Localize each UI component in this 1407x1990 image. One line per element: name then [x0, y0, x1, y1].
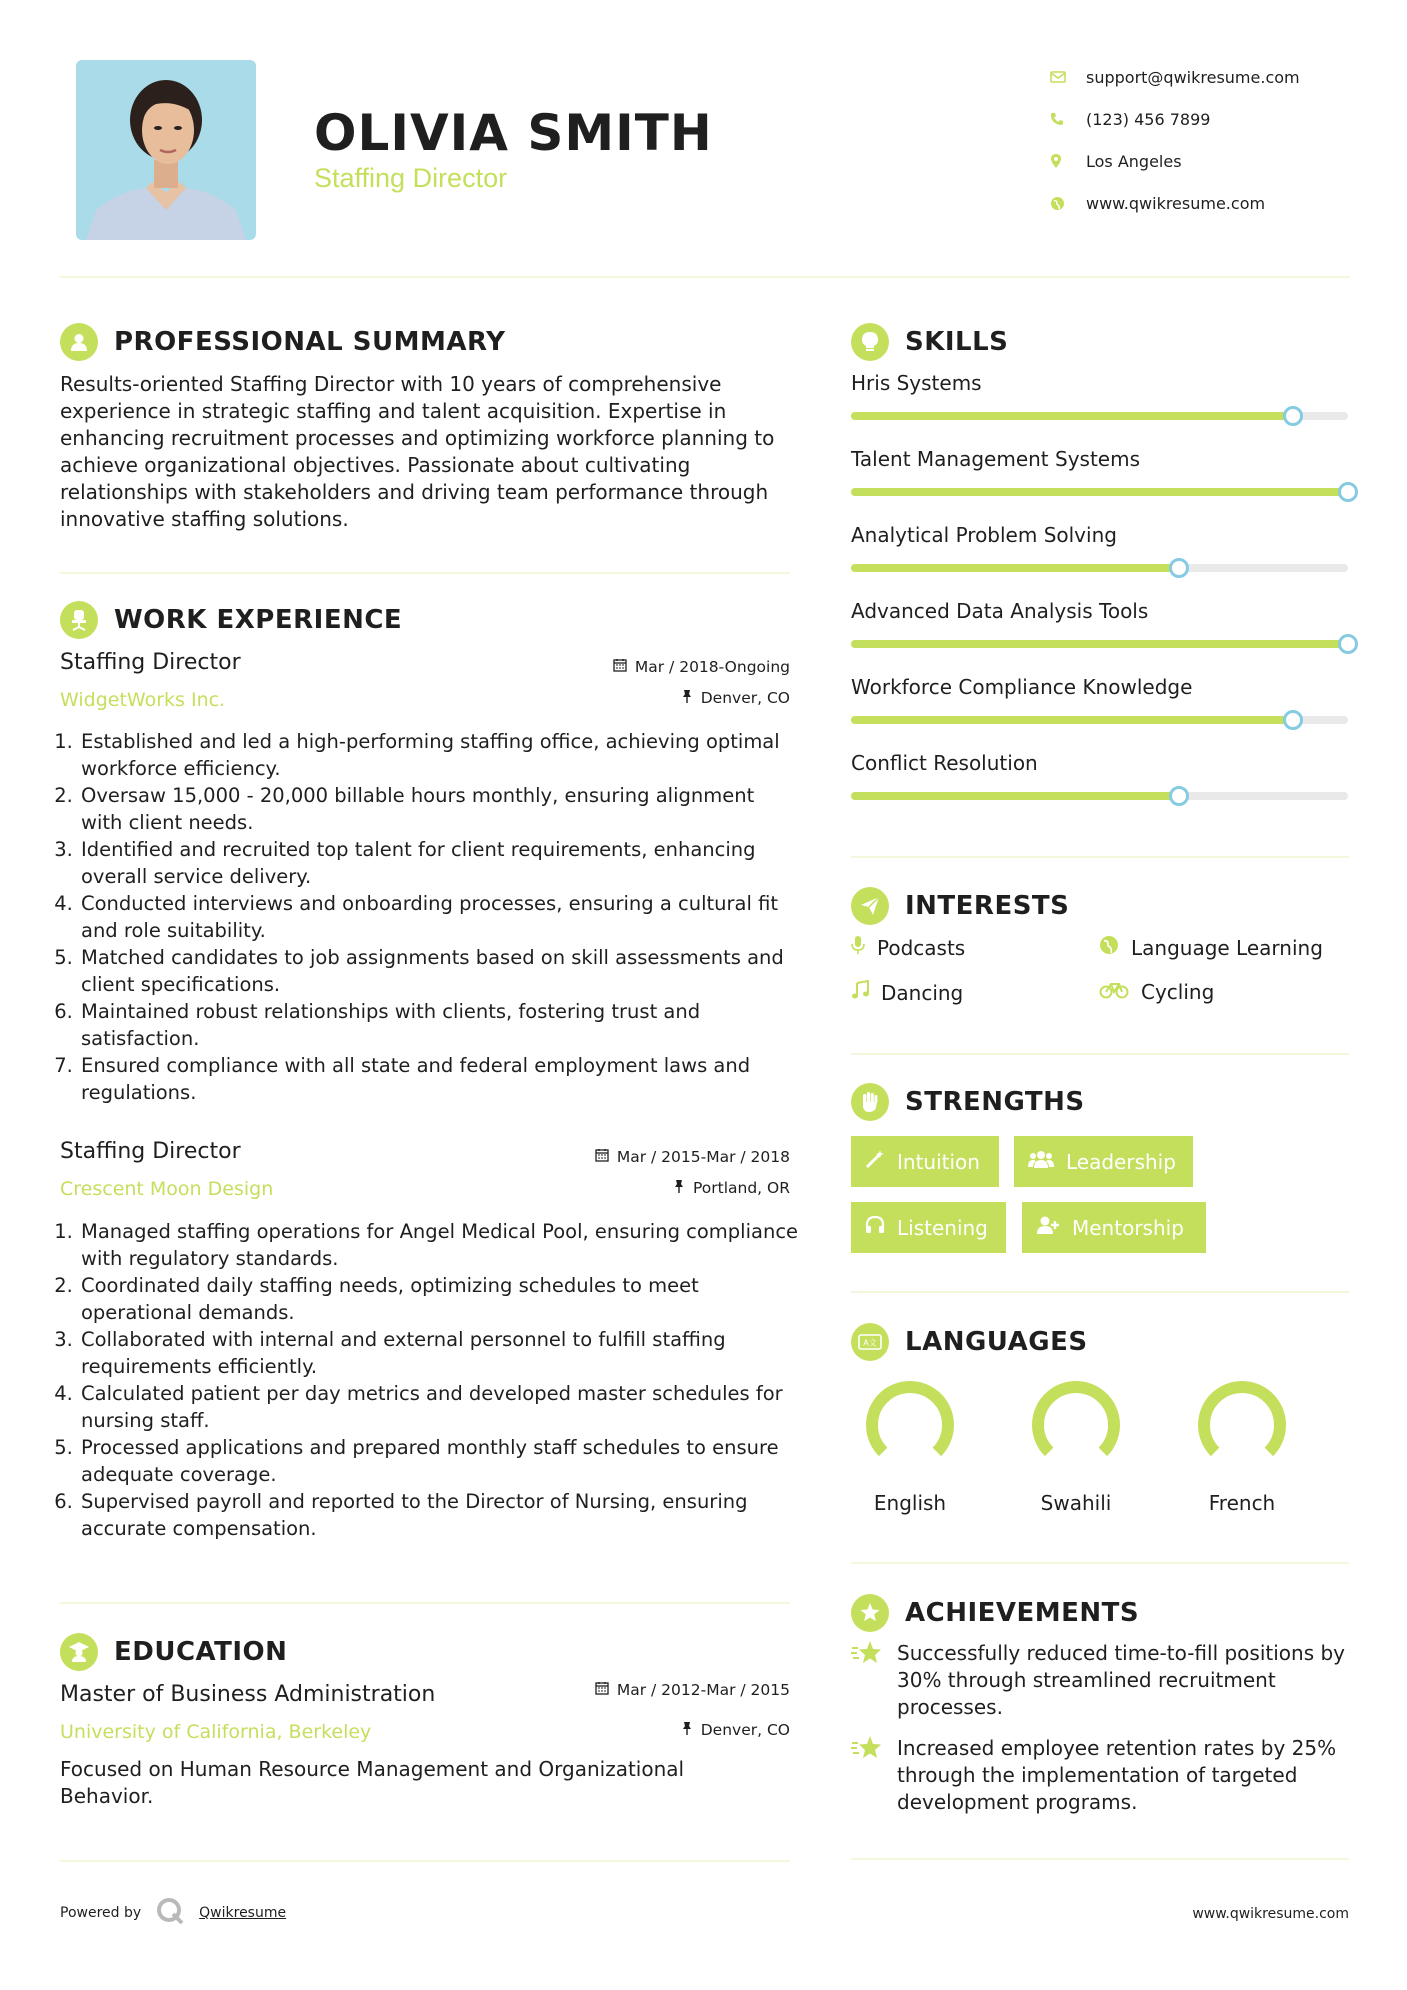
- skill-bar: [851, 792, 1348, 800]
- microphone-icon: [851, 935, 865, 960]
- skill-bar-fill: [851, 564, 1179, 572]
- job-2-title: Staffing Director: [60, 1139, 241, 1164]
- strength-pill: [1014, 1136, 1193, 1187]
- skill-item: [851, 447, 1349, 496]
- list-item: 7. Ensured compliance with all state and federal employment laws and regulations.: [79, 1052, 800, 1106]
- skill-bar-knob: [1283, 710, 1303, 730]
- education-degree: Master of Business Administration: [60, 1682, 436, 1707]
- envelope-icon: [1050, 71, 1086, 83]
- calendar-icon: [613, 658, 627, 676]
- summary-heading: [60, 323, 505, 361]
- job-2-date-text: Mar / 2015-Mar / 2018: [616, 1148, 790, 1166]
- language-ring: [1182, 1375, 1302, 1475]
- contact-email-text: support@qwikresume.com: [1086, 67, 1300, 87]
- user-plus-icon: [1036, 1215, 1060, 1240]
- strength-pill: [851, 1202, 1006, 1253]
- strength-label: Intuition: [897, 1149, 980, 1174]
- skill-bar-fill: [851, 488, 1348, 496]
- language-label: English: [873, 1491, 947, 1515]
- language-ring-arc: [1204, 1387, 1280, 1452]
- skill-bar-knob: [1338, 482, 1358, 502]
- svg-text:A文: A文: [863, 1338, 877, 1348]
- job-2-date: [595, 1148, 790, 1166]
- achievements-divider: [851, 1858, 1349, 1860]
- list-item: 4. Calculated patient per day metrics and developed master schedules for nursing staff.: [79, 1380, 800, 1434]
- skill-bar-knob: [1169, 558, 1189, 578]
- magic-wand-icon: [865, 1149, 885, 1174]
- paper-plane-icon: [851, 887, 889, 925]
- job-2-bullets: [60, 1218, 800, 1542]
- interest-label: Language Learning: [1131, 935, 1323, 960]
- skills-heading: [851, 323, 1008, 361]
- group-icon: [1028, 1149, 1054, 1174]
- summary-title: PROFESSIONAL SUMMARY: [114, 327, 506, 357]
- list-item: 5. Processed applications and prepared monthly staff schedules to ensure adequate coverage.: [79, 1434, 800, 1488]
- trophy-star-icon: [851, 1594, 889, 1632]
- job-2-location-text: Portland, OR: [692, 1179, 790, 1197]
- office-chair-icon: [60, 601, 98, 639]
- contact-website-text: www.qwikresume.com: [1086, 193, 1266, 213]
- contact-phone[interactable]: [1050, 98, 1370, 140]
- languages-title: LANGUAGES: [905, 1327, 1088, 1357]
- list-item: 3. Identified and recruited top talent for client requirements, enhancing overall service delivery.: [79, 836, 800, 890]
- skill-bar: [851, 412, 1348, 420]
- lightbulb-icon: [851, 323, 889, 361]
- job-1-date: [613, 658, 790, 676]
- pushpin-icon: [681, 1721, 693, 1739]
- interest-label: Cycling: [1141, 980, 1215, 1004]
- education-title: EDUCATION: [114, 1637, 288, 1667]
- strength-label: Listening: [897, 1215, 988, 1240]
- user-icon: [60, 323, 98, 361]
- education-description: Focused on Human Resource Management and Organizational Behavior.: [60, 1757, 685, 1808]
- header-divider: [60, 276, 1350, 278]
- job-1-location-text: Denver, CO: [700, 689, 790, 707]
- star-icon: [851, 1640, 883, 1721]
- headphones-icon: [865, 1215, 885, 1240]
- skill-bar-fill: [851, 716, 1293, 724]
- language-ring: [850, 1375, 970, 1475]
- skill-bar-knob: [1169, 786, 1189, 806]
- skill-item: [851, 751, 1349, 800]
- strengths-title: STRENGTHS: [905, 1087, 1085, 1117]
- interest-label: Dancing: [881, 980, 964, 1005]
- interests-divider: [851, 1053, 1349, 1055]
- job-1-location: [681, 689, 790, 707]
- skill-bar: [851, 564, 1348, 572]
- pushpin-icon: [673, 1179, 685, 1197]
- job-2-location: [673, 1179, 790, 1197]
- star-icon: [851, 1735, 883, 1816]
- interest-item: [851, 980, 963, 1005]
- qwikresume-link[interactable]: Qwikresume: [199, 1905, 287, 1921]
- skill-item: [851, 599, 1349, 648]
- job-1-date-text: Mar / 2018-Ongoing: [634, 658, 790, 676]
- education-heading: [60, 1633, 287, 1671]
- language-item: [850, 1375, 970, 1515]
- skill-item: [851, 371, 1349, 420]
- strength-pill: [1022, 1202, 1206, 1253]
- contact-location-text: Los Angeles: [1086, 151, 1182, 171]
- skills-title: SKILLS: [905, 327, 1009, 357]
- candidate-role: Staffing Director: [314, 163, 508, 193]
- achievement-item: [851, 1735, 1351, 1816]
- language-ring-arc: [1038, 1387, 1114, 1452]
- strength-label: Leadership: [1066, 1149, 1176, 1174]
- contact-email[interactable]: [1050, 56, 1370, 98]
- list-item: 1. Established and led a high-performing staffing office, achieving optimal workforce efficiency.: [79, 728, 800, 782]
- qwikresume-logo-icon: [155, 1896, 185, 1930]
- skill-label: Advanced Data Analysis Tools: [851, 599, 1149, 623]
- music-note-icon: [851, 980, 869, 1005]
- job-2-company: Crescent Moon Design: [60, 1178, 274, 1200]
- profile-photo: [76, 60, 256, 240]
- job-1-title: Staffing Director: [60, 650, 241, 675]
- globe-icon: [1050, 196, 1086, 211]
- skill-item: [851, 523, 1349, 572]
- interest-item: [1099, 935, 1323, 960]
- graduate-icon: [60, 1633, 98, 1671]
- language-ring: [1016, 1375, 1136, 1475]
- calendar-icon: [595, 1148, 609, 1166]
- language-icon: [851, 1323, 889, 1361]
- achievement-text: Successfully reduced time-to-fill positions by 30% through streamlined recruitment processes.: [897, 1641, 1346, 1719]
- contact-website[interactable]: [1050, 182, 1370, 224]
- languages-heading: [851, 1323, 1088, 1361]
- interest-item: [851, 935, 965, 960]
- education-date: [595, 1681, 790, 1699]
- skill-bar-fill: [851, 640, 1348, 648]
- skill-bar: [851, 640, 1348, 648]
- summary-divider: [60, 572, 790, 574]
- achievement-item: [851, 1640, 1351, 1721]
- skill-label: Analytical Problem Solving: [851, 523, 1117, 547]
- contact-location: [1050, 140, 1370, 182]
- language-item: [1182, 1375, 1302, 1515]
- skill-bar-fill: [851, 412, 1293, 420]
- skill-bar: [851, 716, 1348, 724]
- education-location: [681, 1721, 790, 1739]
- work-heading: [60, 601, 402, 639]
- contact-info: [1050, 56, 1370, 224]
- list-item: 2. Oversaw 15,000 - 20,000 billable hours monthly, ensuring alignment with client needs.: [79, 782, 800, 836]
- interest-item: [1099, 980, 1214, 1004]
- strength-label: Mentorship: [1072, 1215, 1184, 1240]
- bicycle-icon: [1099, 980, 1129, 1004]
- summary-text: Results-oriented Staffing Director with 10 years of comprehensive experience in strategic staffing and talent acquisition. Expertise in enhancing recruitment processes and optimizing workforce planning to achieve organizational objectives. Passionate about cultivating relationships with stakeholders and driving team performance through innovative staffing solutions.: [60, 372, 775, 531]
- language-label: French: [1208, 1491, 1276, 1515]
- map-pin-icon: [1050, 153, 1086, 169]
- skill-bar-fill: [851, 792, 1179, 800]
- job-1-company: WidgetWorks Inc.: [60, 689, 226, 711]
- footer-website[interactable]: www.qwikresume.com: [1192, 1906, 1349, 1922]
- strength-pill: [851, 1136, 999, 1187]
- list-item: 1. Managed staffing operations for Angel Medical Pool, ensuring compliance with regulatory standards.: [79, 1218, 800, 1272]
- candidate-name: OLIVIA SMITH: [314, 104, 713, 162]
- interests-title: INTERESTS: [905, 891, 1070, 921]
- skill-label: Workforce Compliance Knowledge: [851, 675, 1193, 699]
- education-school: University of California, Berkeley: [60, 1721, 372, 1743]
- education-date-text: Mar / 2012-Mar / 2015: [616, 1681, 790, 1699]
- interests-heading: [851, 887, 1069, 925]
- job-1-bullets: [60, 728, 800, 1106]
- achievements-heading: [851, 1594, 1139, 1632]
- skill-bar-knob: [1338, 634, 1358, 654]
- list-item: 3. Collaborated with internal and external personnel to fulfill staffing requirements efficiently.: [79, 1326, 800, 1380]
- list-item: 4. Conducted interviews and onboarding processes, ensuring a cultural fit and role suitability.: [79, 890, 800, 944]
- language-ring-arc: [872, 1387, 948, 1452]
- education-divider: [60, 1860, 790, 1862]
- work-title: WORK EXPERIENCE: [114, 605, 403, 635]
- list-item: 5. Matched candidates to job assignments based on skill assessments and client specifications.: [79, 944, 800, 998]
- skill-label: Talent Management Systems: [851, 447, 1141, 471]
- list-item: 6. Supervised payroll and reported to the Director of Nursing, ensuring accurate compensation.: [79, 1488, 800, 1542]
- strengths-heading: [851, 1083, 1085, 1121]
- globe-icon: [1099, 935, 1119, 960]
- skill-bar: [851, 488, 1348, 496]
- skill-label: Hris Systems: [851, 371, 982, 395]
- footer-powered-by: [60, 1896, 286, 1930]
- skill-label: Conflict Resolution: [851, 751, 1038, 775]
- phone-icon: [1050, 112, 1086, 126]
- skills-divider: [851, 856, 1349, 858]
- list-item: 6. Maintained robust relationships with clients, fostering trust and satisfaction.: [79, 998, 800, 1052]
- strengths-divider: [851, 1291, 1349, 1293]
- achievement-text: Increased employee retention rates by 25% through the implementation of targeted development programs.: [897, 1736, 1337, 1814]
- list-item: 2. Coordinated daily staffing needs, optimizing schedules to meet operational demands.: [79, 1272, 800, 1326]
- interest-label: Podcasts: [877, 935, 966, 960]
- calendar-icon: [595, 1681, 609, 1699]
- achievements-title: ACHIEVEMENTS: [905, 1598, 1140, 1628]
- education-location-text: Denver, CO: [700, 1721, 790, 1739]
- powered-by-label: Powered by: [60, 1905, 142, 1921]
- work-divider: [60, 1602, 790, 1604]
- language-item: [1016, 1375, 1136, 1515]
- languages-divider: [851, 1562, 1349, 1564]
- pushpin-icon: [681, 689, 693, 707]
- contact-phone-text: (123) 456 7899: [1086, 109, 1211, 129]
- skill-item: [851, 675, 1349, 724]
- language-label: Swahili: [1040, 1491, 1112, 1515]
- raised-fist-icon: [851, 1083, 889, 1121]
- skill-bar-knob: [1283, 406, 1303, 426]
